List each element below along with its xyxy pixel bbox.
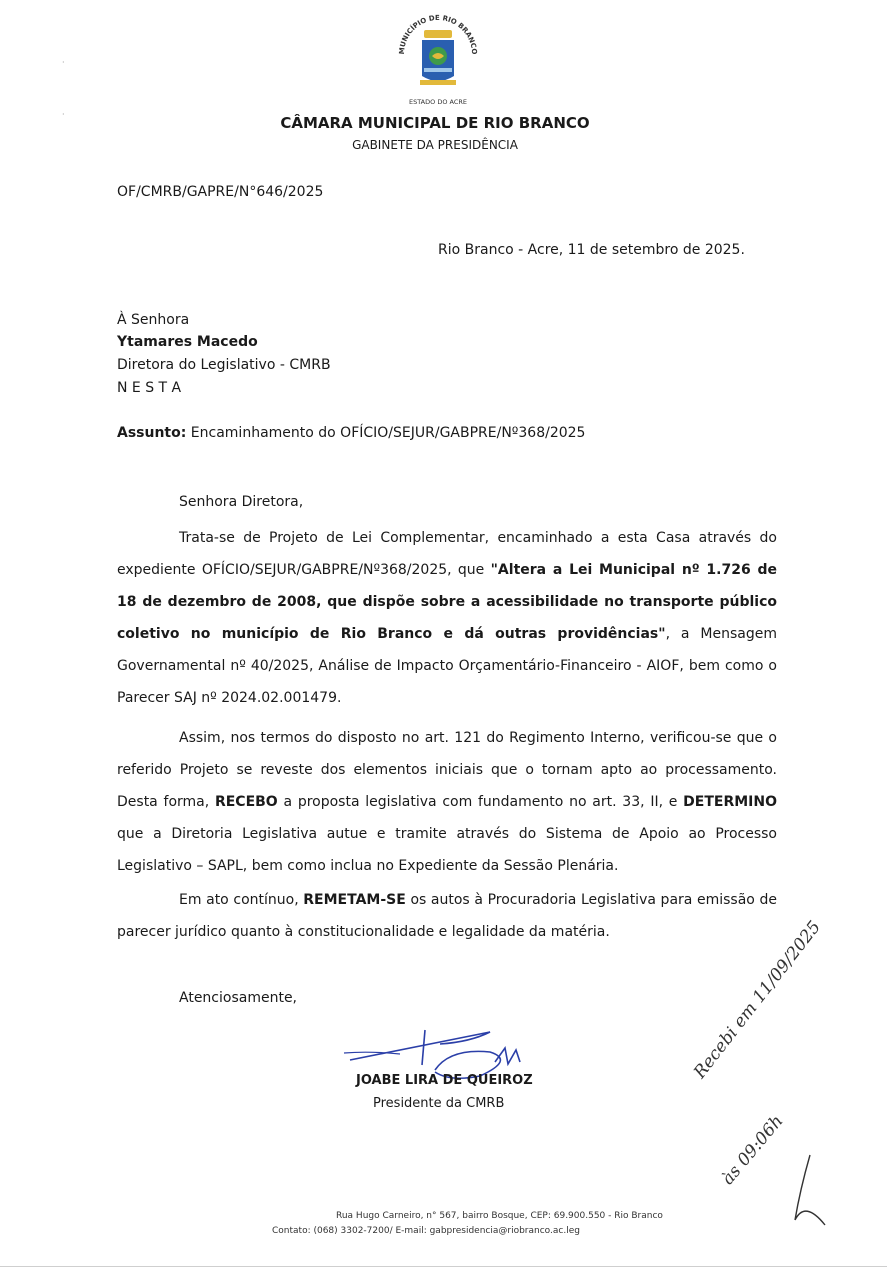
scan-mark: ·	[62, 58, 65, 67]
p3-bold: REMETAM-SE	[303, 892, 406, 908]
page-edge-line	[0, 1266, 887, 1267]
footer-contact: Contato: (068) 3302-7200/ E-mail: gabpresidencia@riobranco.ac.leg	[272, 1226, 580, 1236]
municipal-emblem	[390, 14, 486, 110]
emblem-state-text: ESTADO DO ACRE	[408, 98, 468, 106]
body-paragraph-2	[117, 722, 777, 882]
office-subtitle: GABINETE DA PRESIDÊNCIA	[352, 138, 518, 152]
addressee-salutation: À Senhora	[117, 312, 190, 328]
p2-text-b: a proposta legislativa com fundamento no art. 33, II, e	[277, 794, 684, 810]
receipt-line-1: Recebi em 11/09/2025	[690, 917, 826, 1083]
addressee-local: N E S T A	[117, 380, 182, 396]
p3-text-b: os autos à Procuradoria Legislativa para emissão de parecer jurídico quanto à constitucionalidade e legalidade da matéria.	[117, 892, 777, 940]
p2-text-c: que a Diretoria Legislativa autue e tramite através do Sistema de Apoio ao Processo Legislativo – SAPL, bem como inclua no Expediente da Sessão Plenária.	[117, 826, 777, 874]
institution-title: CÂMARA MUNICIPAL DE RIO BRANCO	[280, 114, 590, 132]
footer-address: Rua Hugo Carneiro, n° 567, bairro Bosque, CEP: 69.900.550 - Rio Branco	[336, 1211, 663, 1221]
p1-text-a: Trata-se de Projeto de Lei Complementar, encaminhado a esta Casa através do expediente OFÍCIO/SEJUR/GABPRE/Nº368/2025, que	[117, 530, 777, 578]
addressee-role: Diretora do Legislativo - CMRB	[117, 357, 331, 373]
document-reference: OF/CMRB/GAPRE/N°646/2025	[117, 184, 324, 200]
body-paragraph-3	[117, 884, 777, 948]
dateline: Rio Branco - Acre, 11 de setembro de 2025.	[438, 242, 745, 258]
p2-bold-2: DETERMINO	[683, 794, 777, 810]
subject-text: Encaminhamento do OFÍCIO/SEJUR/GABPRE/Nº368/2025	[186, 425, 586, 441]
subject-label: Assunto:	[117, 425, 187, 441]
closing: Atenciosamente,	[179, 990, 298, 1006]
p2-bold-1: RECEBO	[214, 794, 278, 810]
receipt-handwritten-note	[690, 917, 870, 1230]
emblem-ring-text: MUNICÍPIO DE RIO BRANCO	[397, 14, 479, 55]
receipt-initial	[780, 1150, 840, 1230]
signatory-name: JOABE LIRA DE QUEIROZ	[356, 1073, 533, 1088]
addressee-name: Ytamares Macedo	[117, 334, 258, 350]
greeting: Senhora Diretora,	[179, 494, 304, 510]
subject-line	[117, 425, 585, 441]
p3-text-a: Em ato contínuo,	[179, 892, 304, 908]
body-paragraph-1	[117, 522, 777, 714]
p1-bold: "Altera a Lei Municipal nº 1.726 de 18 de dezembro de 2008, que dispõe sobre a acessibilidade no transporte público coletivo no município de Rio Branco e dá outras providências"	[117, 562, 777, 642]
receipt-line-2: às 09:06h	[718, 1111, 788, 1189]
p2-text-a: Assim, nos termos do disposto no art. 121 do Regimento Interno, verificou-se que o referido Projeto se reveste dos elementos iniciais que o tornam apto ao processamento. Desta forma,	[117, 730, 777, 810]
signatory-role: Presidente da CMRB	[373, 1096, 505, 1111]
scan-mark: ·	[62, 110, 65, 119]
p1-text-b: , a Mensagem Governamental nº 40/2025, Análise de Impacto Orçamentário-Financeiro - AIOF, bem como o Parecer SAJ nº 2024.02.001479.	[117, 626, 777, 706]
